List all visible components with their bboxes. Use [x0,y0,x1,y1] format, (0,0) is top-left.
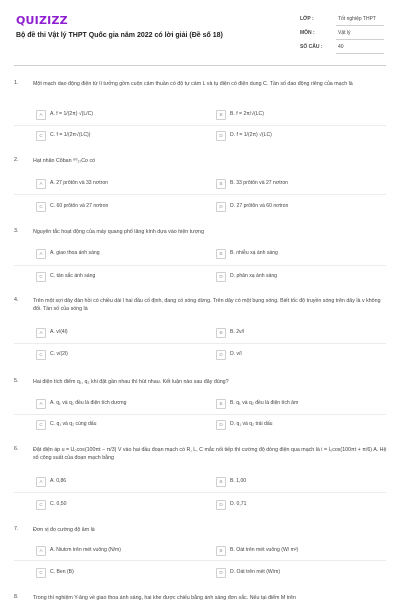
option-key-box: C [36,420,46,430]
question-text: Nguyên tắc hoạt động của máy quang phổ lăng kính dựa vào hiện tượng [33,229,205,235]
meta-subject-label: MÔN : [300,30,315,36]
option-key-box: B [216,328,226,338]
option-key-box: B [216,110,226,120]
option-text: C. f = 1/(2π√(LC)) [50,132,91,138]
option-text: D. f = 1/(2π) √(LC) [230,132,272,138]
header-divider [14,65,386,66]
option-key-box: C [36,568,46,578]
option-text: D. 0,71 [230,501,247,507]
option-key-box: B [216,399,226,409]
option-text: B. 33 prôtôn và 27 nơtron [230,180,288,186]
option-key-box: A [36,328,46,338]
question-number: 5. [14,378,19,384]
option-text: D. v/l [230,351,242,357]
option-text: B. 1,00 [230,478,247,484]
option-text: B. Oát trên mét vuông (W/ m²) [230,547,299,553]
option-key-box: D [216,131,226,141]
option-key-box: C [36,131,46,141]
question-text: Trên một sợi dây đàn hồi có chiều dài l hai đầu cố định, đang có sóng dừng. Trên dây có một bụng sóng. Biết tốc độ truyền sóng trên dây là v không đổi. Tần số của sóng là [33,298,381,312]
option-text: A. Niutơn trên mét vuông (N/m) [50,547,121,553]
option-key-box: A [36,546,46,556]
option-text: C. Ben (B) [50,569,74,575]
option-text: C. v/(2l) [50,351,68,357]
question-number: 3. [14,228,19,234]
question-text: Đặt điện áp u = U₀cos(100πt − π/3) V vào hai đầu đoạn mạch có R, L, C mắc nối tiếp thì cường độ dòng điện qua mạch là i = I₀cos(100πt + π/6) A. Hệ số công suất của đoạn mạch bằng [33,447,387,461]
option-key-box: B [216,249,226,259]
option-key-box: D [216,350,226,360]
option-text: A. giao thoa ánh sáng [50,250,100,256]
question-number: 8. [14,594,19,600]
option-key-box: A [36,399,46,409]
option-key-box: C [36,500,46,510]
option-text: B. 2v/l [230,329,245,335]
question-number: 2. [14,157,19,163]
question-number: 4. [14,297,19,303]
option-text: B. nhiễu xạ ánh sáng [230,250,278,256]
option-text: B. q₁ và q₂ đều là điện tích âm [230,400,299,406]
meta-class-value: Tốt nghiệp THPT [338,16,376,22]
option-key-box: D [216,420,226,430]
meta-underline [336,39,384,40]
option-text: A. 27 prôtôn và 33 nơtron [50,180,108,186]
question-text: Hai điện tích điểm q₁, q₂ khi đặt gần nhau thì hút nhau. Kết luận nào sau đây đúng? [33,379,229,385]
option-divider [14,343,386,344]
option-text: D. 27 prôtôn và 60 nơtron [230,203,289,209]
quizizz-logo: QUIZIZZ [16,14,68,27]
option-text: D. Oát trên mét (W/m) [230,569,281,575]
option-key-box: D [216,500,226,510]
meta-class-label: LỚP : [300,16,314,22]
option-key-box: C [36,272,46,282]
meta-underline [336,53,384,54]
option-text: D. phản xạ ánh sáng [230,273,278,279]
option-divider [14,265,386,266]
meta-underline [336,25,384,26]
option-text: C. tán sắc ánh sáng [50,273,96,279]
option-key-box: D [216,272,226,282]
option-text: A. v/(4l) [50,329,68,335]
option-text: A. q₁ và q₂ đều là điện tích dương [50,400,127,406]
option-divider [14,560,386,561]
question-number: 6. [14,446,19,452]
question-text: Một mạch dao động điện từ lí tưởng gồm cuộn cảm thuần có độ tự cảm L và tụ điện có điện dung C. Tần số dao động riêng của mạch là [33,81,353,87]
worksheet-meta [300,14,384,56]
option-divider [14,194,386,195]
question-number: 1. [14,80,19,86]
option-key-box: B [216,179,226,189]
meta-count-label: SỐ CÂU : [300,44,323,50]
option-text: A. f = 1/(2π) √(L/C) [50,111,93,117]
question-text: Trong thí nghiệm Y-âng về giao thoa ánh sáng, hai khe được chiếu bằng ánh sáng đơn sắc. Nếu tại điểm M trên [33,595,296,601]
worksheet-title: Bộ đề thi Vật lý THPT Quốc gia năm 2022 có lời giải (Đề số 18) [16,32,223,39]
option-text: C. 0,50 [50,501,67,507]
question-number: 7. [14,526,19,532]
option-text: C. q₁ và q₂ cùng dấu [50,421,97,427]
meta-count-value: 40 [338,44,344,50]
option-key-box: D [216,202,226,212]
option-text: B. f = 2π/√(LC) [230,111,264,117]
meta-subject-value: Vật lý [338,30,351,36]
option-key-box: D [216,568,226,578]
option-text: D. q₁ và q₂ trái dấu [230,421,273,427]
meta-subject-row [300,28,384,42]
option-key-box: A [36,477,46,487]
option-key-box: C [36,202,46,212]
option-key-box: C [36,350,46,360]
option-key-box: A [36,249,46,259]
option-key-box: A [36,179,46,189]
meta-class-row [300,14,384,28]
question-text: Hạt nhân Côban ⁶⁰₂₇Co có [33,158,96,164]
option-text: C. 60 prôtôn và 27 nơtron [50,203,109,209]
option-divider [14,492,386,493]
option-key-box: B [216,546,226,556]
option-key-box: A [36,110,46,120]
option-key-box: B [216,477,226,487]
worksheet-header [0,0,400,62]
option-divider [14,414,386,415]
question-text: Đơn vị đo cường độ âm là [33,527,95,533]
option-divider [14,125,386,126]
meta-count-row [300,42,384,56]
option-text: A. 0,86 [50,478,67,484]
